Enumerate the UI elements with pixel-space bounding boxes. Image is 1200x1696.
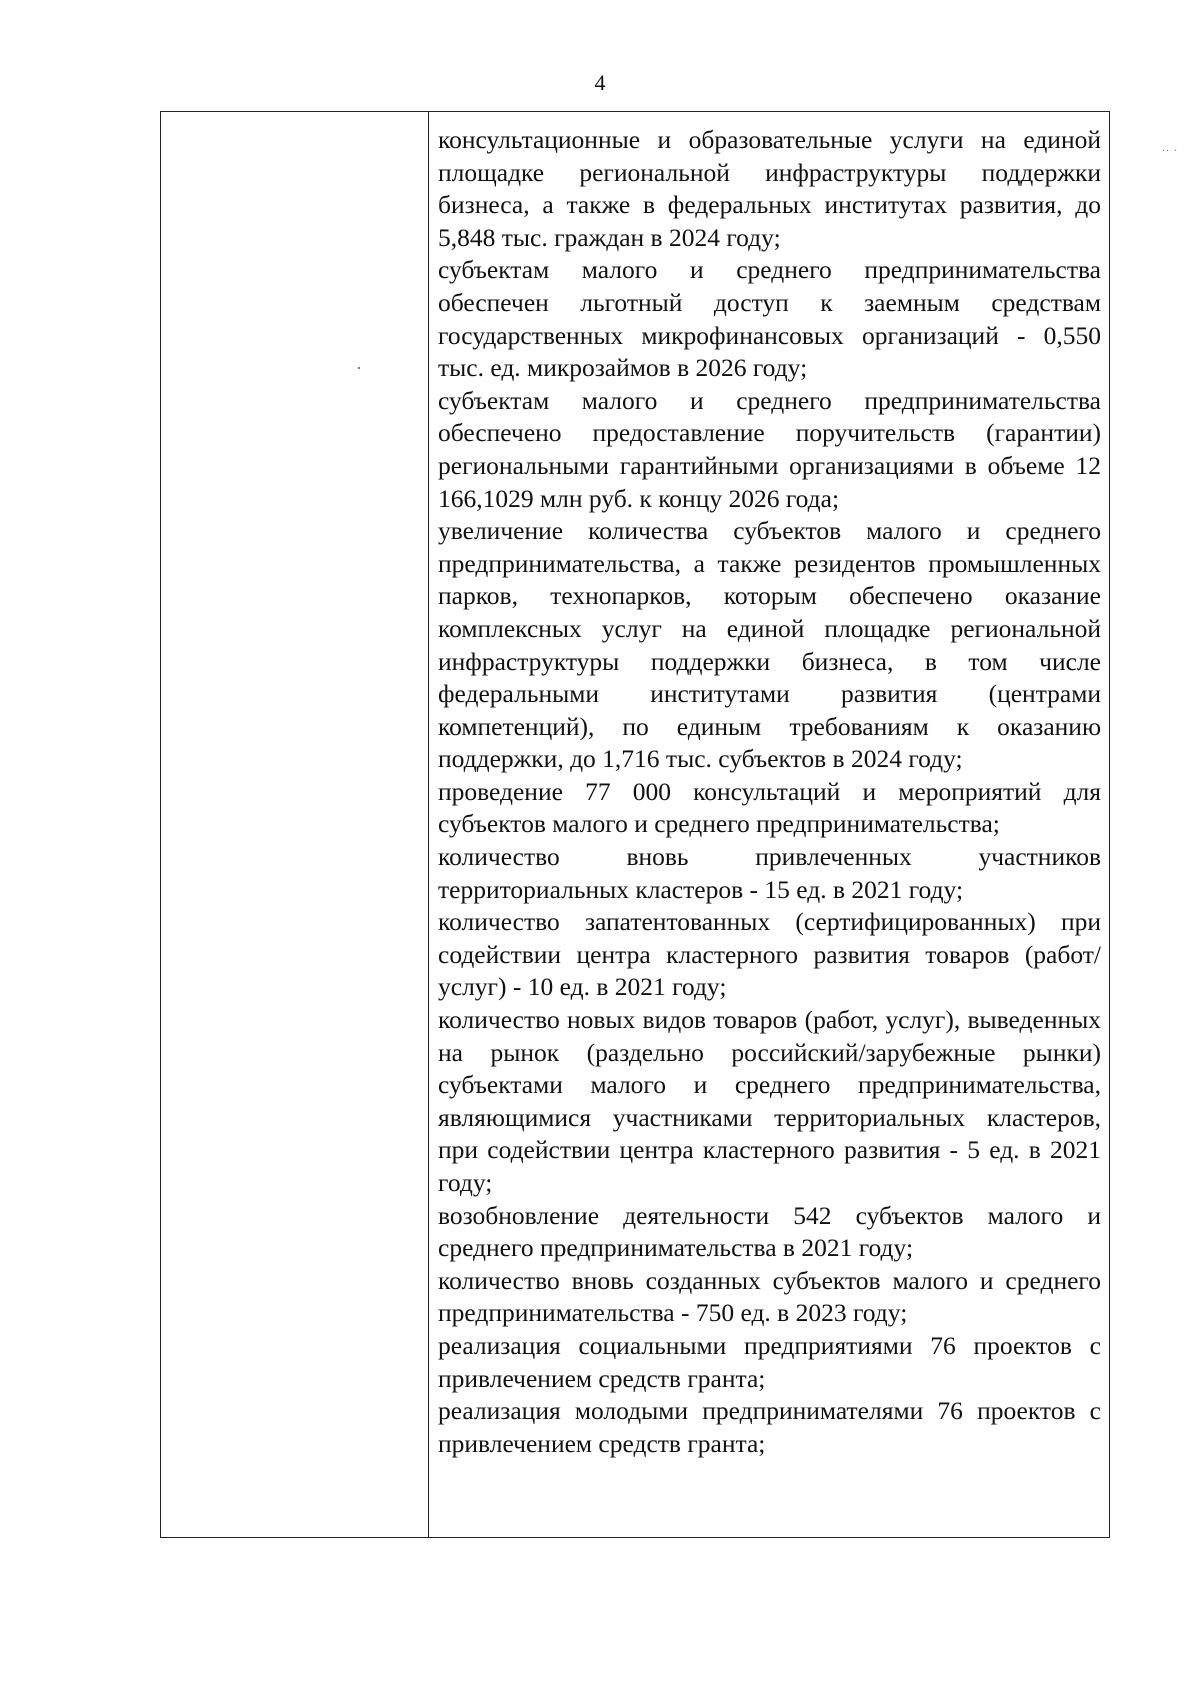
list-item: консультационные и образовательные услуги на единой площадке региональной инфраструктуры поддержки бизнеса, а также в федеральных институтах развития, до 5,848 тыс. граждан в 2024 году; — [438, 125, 1101, 252]
list-item: количество новых видов товаров (работ, услуг), выведенных на рынок (раздельно российский/зарубежные рынки) субъектами малого и среднего предпринимательства, являющимися участниками территориальных кластеров, при содействии центра кластерного развития - 5 ед. в 2021 году; — [438, 1005, 1101, 1197]
list-item: количество вновь созданных субъектов малого и среднего предпринимательства - 750 ед. в 2023 году; — [438, 1265, 1101, 1328]
list-item: количество вновь привлеченных участников территориальных кластеров - 15 ед. в 2021 году; — [438, 842, 1101, 904]
table-right-column — [429, 112, 1109, 1537]
list-item: реализация молодыми предпринимателями 76 проектов с привлечением средств гранта; — [438, 1396, 1101, 1458]
list-item: увеличение количества субъектов малого и среднего предпринимательства, а также резидентов промышленных парков, технопарков, которым обеспечено оказание комплексных услуг на единой площадке региональной инфраструктуры поддержки бизнеса, в том числе федеральными институтами развития (центрами компетенций), по единым требованиям к оказанию поддержки, до 1,716 тыс. субъектов в 2024 году; — [438, 516, 1101, 774]
scan-artifact-dot — [358, 367, 360, 369]
list-item: субъектам малого и среднего предпринимательства обеспечено предоставление поручительств (гарантии) региональными гарантийными организациями в объеме 12 166,1029 млн руб. к концу 2026 года; — [438, 385, 1101, 513]
list-item: количество запатентованных (сертифицированных) при содействии центра кластерного развития товаров (работ/услуг) - 10 ед. в 2021 году; — [438, 907, 1101, 1002]
page-number: 4 — [594, 70, 606, 95]
table-left-column — [161, 112, 429, 1537]
scan-artifact-mark: .. . — [1162, 140, 1178, 154]
document-table — [160, 111, 1110, 1538]
list-item: возобновление деятельности 542 субъектов малого и среднего предпринимательства в 2021 году; — [438, 1200, 1101, 1263]
list-item: проведение 77 000 консультаций и мероприятий для субъектов малого и среднего предпринимательства; — [438, 776, 1101, 839]
list-item: субъектам малого и среднего предпринимательства обеспечен льготный доступ к заемным средствам государственных микрофинансовых организаций - 0,550 тыс. ед. микрозаймов в 2026 году; — [438, 255, 1101, 383]
list-item: реализация социальными предприятиями 76 проектов с привлечением средств гранта; — [438, 1330, 1101, 1393]
